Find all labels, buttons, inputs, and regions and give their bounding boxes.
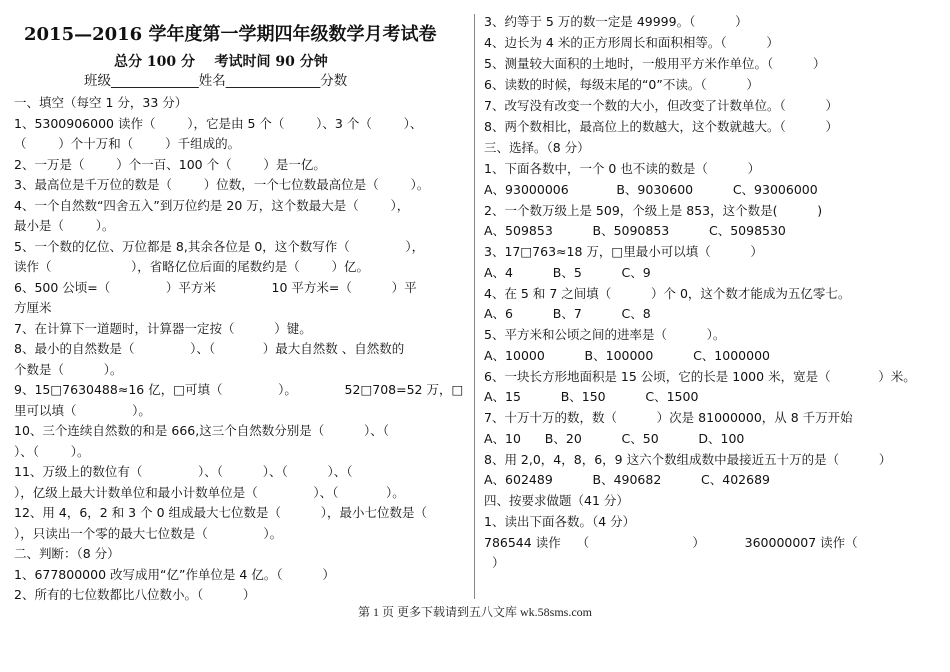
- question-line: 6、读数的时候，每级末尾的“0”不读。（ ）: [484, 77, 759, 92]
- question-line: 6、500 公顷=（ ）平方米 10 平方米=（ ）平: [14, 280, 417, 295]
- question-line: 7、十万十万的数，数（ ）次是 81000000，从 8 千万开始: [484, 410, 853, 425]
- section-heading-fill-in: 一、填空（每空 1 分，33 分）: [14, 95, 188, 110]
- question-line: ），亿级上最大计数单位和最小计数单位是（ ）、（ ）。: [14, 485, 405, 500]
- question-line: 8、用 2,0，4，8，6，9 这六个数组成数中最接近五十万的是（ ）: [484, 452, 892, 467]
- question-line: 里可以填（ ）。: [14, 403, 151, 418]
- question-line: 最小是（ ）。: [14, 218, 115, 233]
- question-line: 4、一个自然数“四舍五入”到万位约是 20 万，这个数最大是（ ），: [14, 198, 410, 213]
- question-line: 7、改写没有改变一个数的大小，但改变了计数单位。（ ）: [484, 98, 838, 113]
- section-heading-choice: 三、选择。（8 分）: [484, 140, 590, 155]
- question-line: 10、三个连续自然数的和是 666,这三个自然数分别是（ ）、（: [14, 423, 389, 438]
- question-line: 8、最小的自然数是（ ）、（ ）最大自然数 、自然数的: [14, 341, 405, 356]
- question-line: 3、约等于 5 万的数一定是 49999。（ ）: [484, 14, 748, 29]
- question-line: 786544 读作 （ ） 360000007 读作（: [484, 535, 858, 550]
- question-line: 1、读出下面各数。（4 分）: [484, 514, 636, 529]
- question-line: 2、一万是（ ）个一百、100 个（ ）是一亿。: [14, 157, 326, 172]
- question-line: 11、万级上的数位有（ ）、（ ）、（ ）、（: [14, 464, 353, 479]
- option-line: A、10000 B、100000 C、1000000: [484, 348, 770, 363]
- question-line: ）: [484, 555, 505, 570]
- question-line: ），只读出一个零的最大七位数是（ ）。: [14, 526, 283, 541]
- question-line: 12、用 4，6，2 和 3 个 0 组成最大七位数是（ ），最小七位数是（: [14, 505, 427, 520]
- question-line: 5、平方米和公顷之间的进率是（ ）。: [484, 327, 726, 342]
- section-heading-tasks: 四、按要求做题（41 分）: [484, 493, 629, 508]
- option-line: A、4 B、5 C、9: [484, 265, 651, 280]
- question-line: 4、在 5 和 7 之间填（ ）个 0，这个数才能成为五亿零七。: [484, 286, 851, 301]
- question-line: 7、在计算下一道题时，计算器一定按（ ）键。: [14, 321, 312, 336]
- question-line: 读作（ ），省略亿位后面的尾数约是（ ）亿。: [14, 259, 370, 274]
- question-line: 个数是（ ）。: [14, 362, 123, 377]
- question-line: 4、边长为 4 米的正方形周长和面积相等。（ ）: [484, 35, 779, 50]
- question-line: 1、677800000 改写成用“亿”作单位是 4 亿。（ ）: [14, 567, 335, 582]
- option-line: A、15 B、150 C、1500: [484, 389, 699, 404]
- section-heading-judge: 二、判断：（8 分）: [14, 546, 120, 561]
- question-line: 6、一块长方形地面积是 15 公顷，它的长是 1000 米，宽是（ ）米。: [484, 369, 916, 384]
- question-line: 方厘米: [14, 300, 52, 315]
- question-line: 9、15□7630488≈16 亿，□可填（ ）。 52□708=52 万，□: [14, 382, 464, 397]
- option-line: A、93000006 B、9030600 C、93006000: [484, 182, 818, 197]
- option-line: A、6 B、7 C、8: [484, 306, 651, 321]
- exam-title: 2015—2016 学年度第一学期四年级数学月考试卷: [24, 24, 437, 45]
- question-line: 2、所有的七位数都比八位数小。（ ）: [14, 587, 256, 602]
- question-line: 8、两个数相比，最高位上的数越大，这个数就越大。（ ）: [484, 119, 838, 134]
- page-footer: 第 1 页 更多下载请到五八文库 wk.58sms.com: [357, 605, 592, 619]
- question-line: 1、下面各数中，一个 0 也不读的数是（ ）: [484, 161, 761, 176]
- column-divider: [474, 14, 475, 599]
- question-line: 1、5300906000 读作（ ），它是由 5 个（ ）、3 个（ ）、: [14, 116, 423, 131]
- option-line: A、10 B、20 C、50 D、100: [484, 431, 745, 446]
- student-info-line: 班级_____________姓名______________分数: [84, 73, 348, 89]
- option-line: A、509853 B、5090853 C、5098530: [484, 223, 786, 238]
- question-line: 2、一个数万级上是 509，个级上是 853，这个数是( ): [484, 203, 823, 218]
- question-line: 5、测量较大面积的土地时，一般用平方米作单位。（ ）: [484, 56, 826, 71]
- question-line: 3、17□763≈18 万，□里最小可以填（ ）: [484, 244, 763, 259]
- option-line: A、602489 B、490682 C、402689: [484, 472, 770, 487]
- question-line: ）、（ ）。: [14, 444, 90, 459]
- question-line: 3、最高位是千万位的数是（ ）位数，一个七位数最高位是（ ）。: [14, 177, 430, 192]
- score-and-time: 总分 100 分 考试时间 90 分钟: [114, 54, 328, 70]
- question-line: 5、一个数的亿位、万位都是 8,其余各位是 0，这个数写作（ ），: [14, 239, 425, 254]
- question-line: （ ）个十万和（ ）千组成的。: [14, 136, 241, 151]
